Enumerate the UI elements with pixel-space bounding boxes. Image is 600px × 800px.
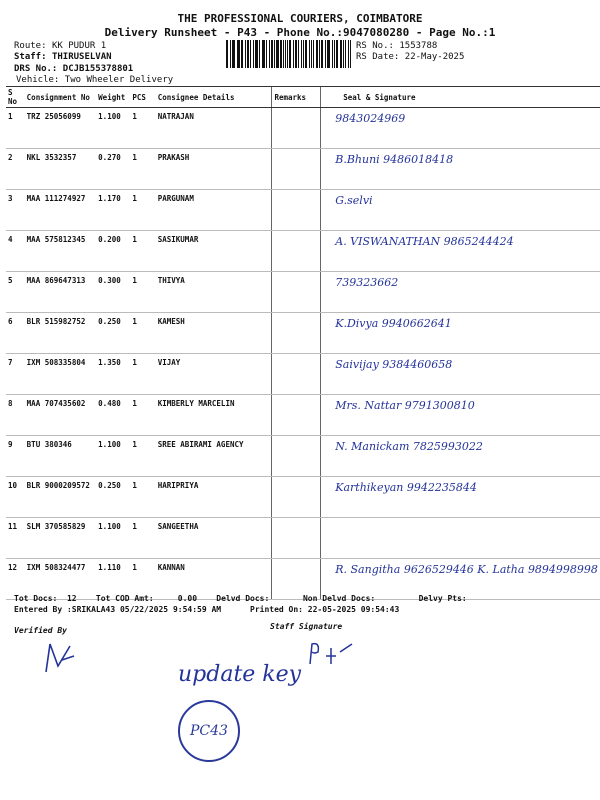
cell-sno: 9	[6, 436, 25, 477]
barcode	[226, 40, 352, 68]
cell-pcs: 1	[130, 149, 155, 190]
cell-consignee: KANNAN	[156, 559, 272, 600]
barcode-bar	[226, 40, 228, 68]
barcode-bar	[237, 40, 240, 68]
table-header	[6, 87, 600, 108]
cell-sno: 7	[6, 354, 25, 395]
cell-signature: 9843024969	[321, 108, 600, 149]
cell-pcs: 1	[130, 559, 155, 600]
staff-signature-label: Staff Signature	[270, 622, 343, 631]
barcode-bar	[230, 40, 231, 68]
cell-signature: Karthikeyan 9942235844	[321, 477, 600, 518]
cell-signature: G.selvi	[321, 190, 600, 231]
barcode-bar	[247, 40, 249, 68]
cell-weight: 0.200	[96, 231, 130, 272]
barcode-bar	[263, 40, 265, 68]
table-row	[6, 149, 600, 190]
vehicle-line: Vehicle: Two Wheeler Delivery	[16, 75, 174, 85]
route-line: Route: KK PUDUR 1	[14, 41, 107, 51]
cell-signature: 739323662	[321, 272, 600, 313]
barcode-bar	[271, 40, 273, 68]
barcode-bar	[298, 40, 299, 68]
staff-line: Staff: THIRUSELVAN	[14, 52, 112, 62]
cell-consignee: HARIPRIYA	[156, 477, 272, 518]
col-consignment: Consignment No	[25, 87, 97, 108]
cell-consignment: MAA 869647313	[25, 272, 97, 313]
barcode-bar	[280, 40, 282, 68]
cell-remarks	[272, 313, 321, 354]
barcode-bar	[316, 40, 319, 68]
cell-consignment: BLR 9000209572	[25, 477, 97, 518]
barcode-bar	[241, 40, 242, 68]
barcode-bar	[305, 40, 307, 68]
rs-no-line: RS No.: 1553788	[356, 41, 438, 51]
barcode-bar	[313, 40, 314, 68]
cell-sno: 12	[6, 559, 25, 600]
barcode-bar	[321, 40, 323, 68]
cell-pcs: 1	[130, 272, 155, 313]
cell-pcs: 1	[130, 477, 155, 518]
cell-sno: 2	[6, 149, 25, 190]
cell-consignment: BLR 515982752	[25, 313, 97, 354]
barcode-bar	[233, 40, 235, 68]
barcode-bar	[340, 40, 342, 68]
barcode-bar	[276, 40, 279, 68]
cell-consignment: MAA 575812345	[25, 231, 97, 272]
cell-signature: A. VISWANATHAN 9865244424	[321, 231, 600, 272]
barcode-bar	[311, 40, 312, 68]
barcode-bar	[325, 40, 326, 68]
cell-consignee: SASIKUMAR	[156, 231, 272, 272]
barcode-bar	[328, 40, 330, 68]
barcode-bar	[319, 40, 320, 68]
cell-remarks	[272, 149, 321, 190]
barcode-bar	[336, 40, 339, 68]
col-signature: Seal & Signature	[321, 87, 600, 108]
verified-by-label: Verified By	[14, 626, 67, 635]
cell-consignee: PRAKASH	[156, 149, 272, 190]
cell-consignment: NKL 3532357	[25, 149, 97, 190]
cell-sno: 4	[6, 231, 25, 272]
barcode-bar	[232, 40, 233, 68]
table-row	[6, 436, 600, 477]
barcode-bar	[259, 40, 260, 68]
barcode-bar	[253, 40, 254, 68]
table-row	[6, 231, 600, 272]
cell-remarks	[272, 395, 321, 436]
cell-remarks	[272, 108, 321, 149]
cell-consignment: MAA 707435602	[25, 395, 97, 436]
cell-remarks	[272, 354, 321, 395]
cell-weight: 1.100	[96, 108, 130, 149]
cell-pcs: 1	[130, 190, 155, 231]
cell-weight: 1.350	[96, 354, 130, 395]
cell-pcs: 1	[130, 108, 155, 149]
cell-weight: 0.250	[96, 313, 130, 354]
cell-sno: 1	[6, 108, 25, 149]
staff-signature-mark	[306, 638, 356, 668]
cell-pcs: 1	[130, 313, 155, 354]
table-row	[6, 518, 600, 559]
cell-consignee: THIVYA	[156, 272, 272, 313]
barcode-bar	[250, 40, 252, 68]
cell-remarks	[272, 272, 321, 313]
barcode-bar	[332, 40, 333, 68]
cell-signature: N. Manickam 7825993022	[321, 436, 600, 477]
cell-consignee: PARGUNAM	[156, 190, 272, 231]
barcode-bar	[303, 40, 305, 68]
cell-signature: B.Bhuni 9486018418	[321, 149, 600, 190]
cell-signature: R. Sangitha 9626529446 K. Latha 9894998998	[321, 559, 600, 600]
cell-sno: 3	[6, 190, 25, 231]
cell-consignee: SREE ABIRAMI AGENCY	[156, 436, 272, 477]
barcode-bar	[255, 40, 258, 68]
barcode-bar	[266, 40, 267, 68]
verified-signature	[40, 636, 80, 676]
barcode-bar	[287, 40, 288, 68]
col-pcs: PCS	[130, 87, 155, 108]
cell-signature: Mrs. Nattar 9791300810	[321, 395, 600, 436]
cell-pcs: 1	[130, 395, 155, 436]
barcode-bar	[345, 40, 346, 68]
cell-signature	[321, 518, 600, 559]
company-name: THE PROFESSIONAL COURIERS, COIMBATORE	[177, 12, 423, 25]
cell-sno: 6	[6, 313, 25, 354]
cell-weight: 0.250	[96, 477, 130, 518]
cell-consignment: BTU 380346	[25, 436, 97, 477]
cell-pcs: 1	[130, 231, 155, 272]
cell-remarks	[272, 190, 321, 231]
cell-remarks	[272, 477, 321, 518]
table-row	[6, 108, 600, 149]
runsheet-title: Delivery Runsheet - P43 - Phone No.:9047080280 - Page No.:1	[104, 26, 496, 39]
col-weight: Weight	[96, 87, 130, 108]
cell-pcs: 1	[130, 436, 155, 477]
barcode-bar	[301, 40, 302, 68]
cell-remarks	[272, 518, 321, 559]
table-row	[6, 272, 600, 313]
barcode-bar	[242, 40, 243, 68]
cell-consignment: MAA 111274927	[25, 190, 97, 231]
cell-consignee: KAMESH	[156, 313, 272, 354]
rs-date-line: RS Date: 22-May-2025	[356, 52, 465, 62]
handwritten-note: update key	[178, 662, 302, 687]
cell-remarks	[272, 231, 321, 272]
barcode-bar	[295, 40, 298, 68]
barcode-bar	[343, 40, 344, 68]
barcode-bar	[348, 40, 350, 68]
cell-remarks	[272, 436, 321, 477]
entered-line: Entered By :SRIKALA43 05/22/2025 9:54:59 AM Printed On: 22-05-2025 09:54:43	[14, 605, 400, 614]
cell-weight: 0.270	[96, 149, 130, 190]
cell-consignee: KIMBERLY MARCELIN	[156, 395, 272, 436]
cell-signature: Saivijay 9384460658	[321, 354, 600, 395]
cell-sno: 11	[6, 518, 25, 559]
cell-sno: 8	[6, 395, 25, 436]
barcode-bar	[334, 40, 335, 68]
cell-signature: K.Divya 9940662641	[321, 313, 600, 354]
cell-consignment: IXM 508324477	[25, 559, 97, 600]
cell-consignment: TRZ 25056099	[25, 108, 97, 149]
barcode-bar	[293, 40, 294, 68]
stamp: PC43	[178, 700, 240, 762]
barcode-bar	[285, 40, 286, 68]
table-row	[6, 354, 600, 395]
cell-pcs: 1	[130, 518, 155, 559]
table-row	[6, 477, 600, 518]
barcode-bar	[245, 40, 246, 68]
barcode-bar	[350, 40, 351, 68]
cell-weight: 1.100	[96, 518, 130, 559]
cell-pcs: 1	[130, 354, 155, 395]
runsheet-table	[6, 86, 600, 600]
drs-line: DRS No.: DCJB155378801	[14, 64, 134, 74]
table-row	[6, 190, 600, 231]
cell-weight: 1.110	[96, 559, 130, 600]
barcode-bar	[309, 40, 310, 68]
barcode-bar	[269, 40, 270, 68]
cell-sno: 10	[6, 477, 25, 518]
cell-weight: 1.100	[96, 436, 130, 477]
totals-line: Tot Docs: 12 Tot COD Amt: 0.00 Delvd Docs: Non Delvd Docs: Delvy Pts:	[14, 594, 467, 603]
barcode-bar	[327, 40, 328, 68]
cell-weight: 1.170	[96, 190, 130, 231]
cell-consignee: VIJAY	[156, 354, 272, 395]
cell-weight: 0.480	[96, 395, 130, 436]
cell-sno: 5	[6, 272, 25, 313]
cell-consignment: SLM 370585829	[25, 518, 97, 559]
cell-weight: 0.300	[96, 272, 130, 313]
cell-consignee: SANGEETHA	[156, 518, 272, 559]
table-row	[6, 395, 600, 436]
barcode-bar	[274, 40, 275, 68]
barcode-bar	[262, 40, 263, 68]
barcode-bar	[283, 40, 284, 68]
col-remarks: Remarks	[272, 87, 321, 108]
col-sno: S No	[6, 87, 25, 108]
table-row	[6, 313, 600, 354]
cell-consignment: IXM 508335804	[25, 354, 97, 395]
col-consignee: Consignee Details	[156, 87, 272, 108]
barcode-bar	[289, 40, 291, 68]
cell-consignee: NATRAJAN	[156, 108, 272, 149]
